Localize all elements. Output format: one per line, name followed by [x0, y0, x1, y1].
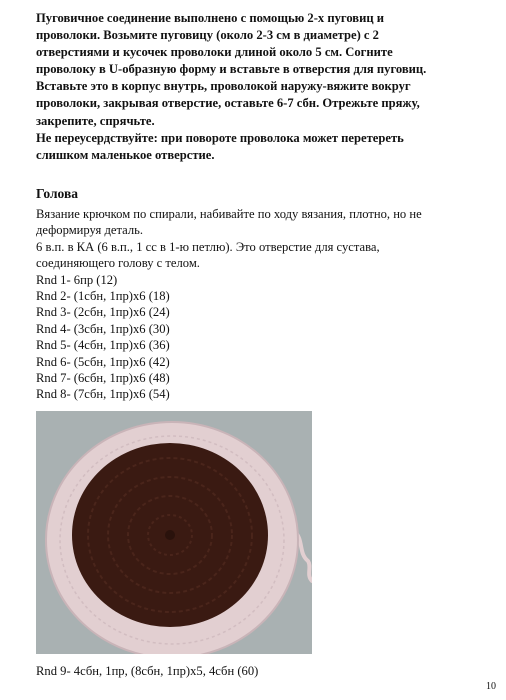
pattern-description-line: деформируя деталь.	[36, 223, 144, 238]
pattern-description-line: Вязание крючком по спирали, набивайте по ходу вязания, плотно, но не	[36, 207, 422, 221]
round-instruction: Rnd 1- 6пр (12)	[36, 272, 118, 287]
center-hole	[165, 530, 175, 540]
instruction-line: проволоки. Возьмите пуговицу (около 2-3 см в диаметре) с 2	[36, 28, 379, 43]
round-instruction: Rnd 2- (1сбн, 1пр)x6 (18)	[36, 289, 170, 304]
round-instruction: Rnd 4- (3сбн, 1пр)x6 (30)	[36, 321, 170, 336]
instruction-line: проволоку в U-образную форму и вставьте в отверстия для пуговиц.	[36, 62, 427, 77]
button-joint-instructions	[36, 10, 486, 164]
round-instruction: Rnd 5- (4сбн, 1пр)x6 (36)	[36, 338, 170, 353]
instruction-line: закрепите, спрячьте.	[36, 113, 155, 128]
crochet-circle-photo	[36, 411, 312, 654]
instruction-line: проволоки, закрывая отверстие, оставьте 6-7 сбн. Отрежьте пряжу,	[36, 96, 420, 111]
warning-line: слишком маленькое отверстие.	[36, 147, 215, 162]
pattern-description-line: 6 в.п. в КА (6 в.п., 1 сс в 1-ю петлю). Это отверстие для сустава,	[36, 239, 380, 254]
round-instruction: Rnd 7- (6сбн, 1пр)x6 (48)	[36, 371, 170, 386]
instruction-line: Вставьте это в корпус внутрь, проволокой наружу-вяжите вокруг	[36, 79, 411, 94]
round-instruction: Rnd 3- (2сбн, 1пр)x6 (24)	[36, 305, 170, 320]
instruction-line: Пуговичное соединение выполнено с помощью 2-х пуговиц и	[36, 11, 385, 25]
pattern-description-line: соединяющего голову с телом.	[36, 256, 200, 271]
round-instruction: Rnd 9- 4сбн, 1пр, (8сбн, 1пр)x5, 4сбн (60)	[36, 664, 259, 678]
warning-line: Не переусердствуйте: при повороте проволока может перетереть	[36, 130, 404, 145]
round-instruction: Rnd 8- (7сбн, 1пр)x6 (54)	[36, 387, 170, 402]
crochet-circle-illustration	[36, 411, 312, 654]
head-pattern-text	[36, 206, 486, 403]
round-instruction: Rnd 6- (5сбн, 1пр)x6 (42)	[36, 354, 170, 369]
instruction-line: отверстиями и кусочек проволоки длиной около 5 см. Согните	[36, 45, 393, 60]
page-number: 10	[486, 681, 496, 692]
section-heading-head: Голова	[36, 186, 79, 201]
